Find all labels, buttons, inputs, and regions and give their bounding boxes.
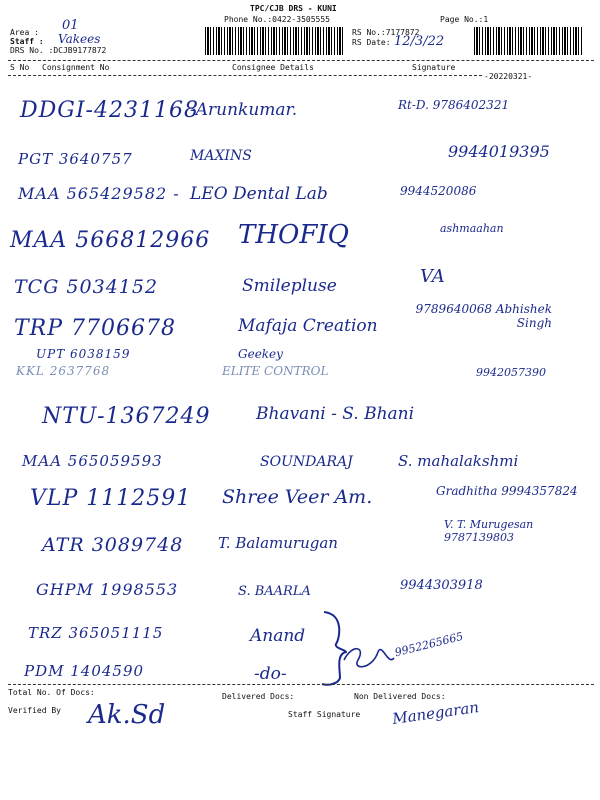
consignment-number: MAA 565059593 <box>22 452 163 470</box>
total-docs-label: Total No. Of Docs: <box>8 688 95 697</box>
consignment-number: PGT 3640757 <box>18 150 133 168</box>
area-value: 01 <box>62 18 79 33</box>
signature: ashmaahan <box>440 222 504 235</box>
signature: S. mahalakshmi <box>398 452 519 470</box>
area-label: Area : <box>10 28 39 37</box>
consignee-name: T. Balamurugan <box>218 534 338 552</box>
consignment-number: KKL 2637768 <box>16 364 111 378</box>
consignee-name: MAXINS <box>190 148 252 164</box>
consignee-name: Anand <box>250 626 306 646</box>
signature: VA <box>420 266 445 287</box>
consignee-name: SOUNDARAJ <box>260 454 353 470</box>
footer-divider <box>8 684 594 685</box>
page-number: Page No.:1 <box>440 15 489 24</box>
form-title: TPC/CJB DRS - KUNI <box>250 4 337 13</box>
signature: 9944303918 <box>400 578 483 593</box>
consignee-name: -Arunkumar. <box>190 100 298 120</box>
consignee-name: Mafaja Creation <box>238 316 378 336</box>
column-signature: Signature <box>412 63 456 72</box>
signature: 9952265665 <box>393 629 465 660</box>
consignment-number: PDM 1404590 <box>24 662 145 680</box>
consignment-number: VLP 1112591 <box>30 486 192 511</box>
print-date: -20220321- <box>484 72 533 81</box>
signature: Rt-D. 9786402321 <box>398 98 510 112</box>
drs-number: DRS No. :DCJB9177872 <box>10 46 107 55</box>
consignee-name: S. BAARLA <box>238 584 311 599</box>
rs-number: RS No.:7177872 <box>352 28 420 37</box>
signature: V. T. Murugesan 9787139803 <box>444 518 534 544</box>
signature: 9944019395 <box>448 142 550 161</box>
consignee-name: Smilepluse <box>242 276 337 296</box>
staff-signature: Manegaran <box>391 698 481 728</box>
consignee-name: Shree Veer Am. <box>222 486 373 508</box>
consignee-name: -do- <box>254 664 287 684</box>
column-consignment: Consignment No <box>42 63 110 72</box>
barcode-right <box>474 27 584 55</box>
column-consignee: Consignee Details <box>232 63 314 72</box>
rs-date-label: RS Date: <box>352 38 391 47</box>
non-delivered-docs-label: Non Delivered Docs: <box>354 692 446 701</box>
staff-signature-label: Staff Signature <box>288 710 361 719</box>
column-sno: S No <box>10 63 30 72</box>
consignee-name: Geekey <box>238 347 283 361</box>
consignment-number: NTU-1367249 <box>42 404 211 429</box>
consignee-name: LEO Dental Lab <box>190 184 328 204</box>
consignee-name: THOFIQ <box>238 220 349 250</box>
signature-scribble <box>338 640 398 680</box>
staff-label: Staff : <box>10 37 44 46</box>
consignment-number: DDGI-4231168 <box>20 98 199 123</box>
consignment-number: UPT 6038159 <box>36 347 131 361</box>
rs-date-value: 12/3/22 <box>394 34 445 49</box>
consignment-number: MAA 565429582 - <box>18 184 180 203</box>
verified-by-label: Verified By <box>8 706 61 715</box>
consignment-number: TCG 5034152 <box>14 276 159 298</box>
consignment-number: ATR 3089748 <box>42 534 184 556</box>
verified-signature: Ak.Sd <box>88 700 166 730</box>
consignee-name: ELITE CONTROL <box>222 364 329 378</box>
signature: 9944520086 <box>400 184 477 198</box>
consignment-number: MAA 566812966 <box>10 228 211 253</box>
consignment-number: TRZ 365051115 <box>28 624 164 642</box>
signature: 9789640068 Abhishek Singh <box>415 302 552 330</box>
header-divider-bottom <box>8 75 482 76</box>
consignee-name: Bhavani - S. Bhani <box>256 404 415 424</box>
consignment-number: GHPM 1998553 <box>36 580 179 599</box>
consignment-number: TRP 7706678 <box>14 316 177 341</box>
delivered-docs-label: Delivered Docs: <box>222 692 295 701</box>
staff-value: Vakees <box>58 32 101 46</box>
signature: 9942057390 <box>476 366 546 379</box>
barcode-left <box>205 27 343 55</box>
phone-number: Phone No.:0422-3505555 <box>224 15 330 24</box>
signature: Gradhitha 9994357824 <box>436 484 578 498</box>
header-divider-top <box>8 60 594 61</box>
